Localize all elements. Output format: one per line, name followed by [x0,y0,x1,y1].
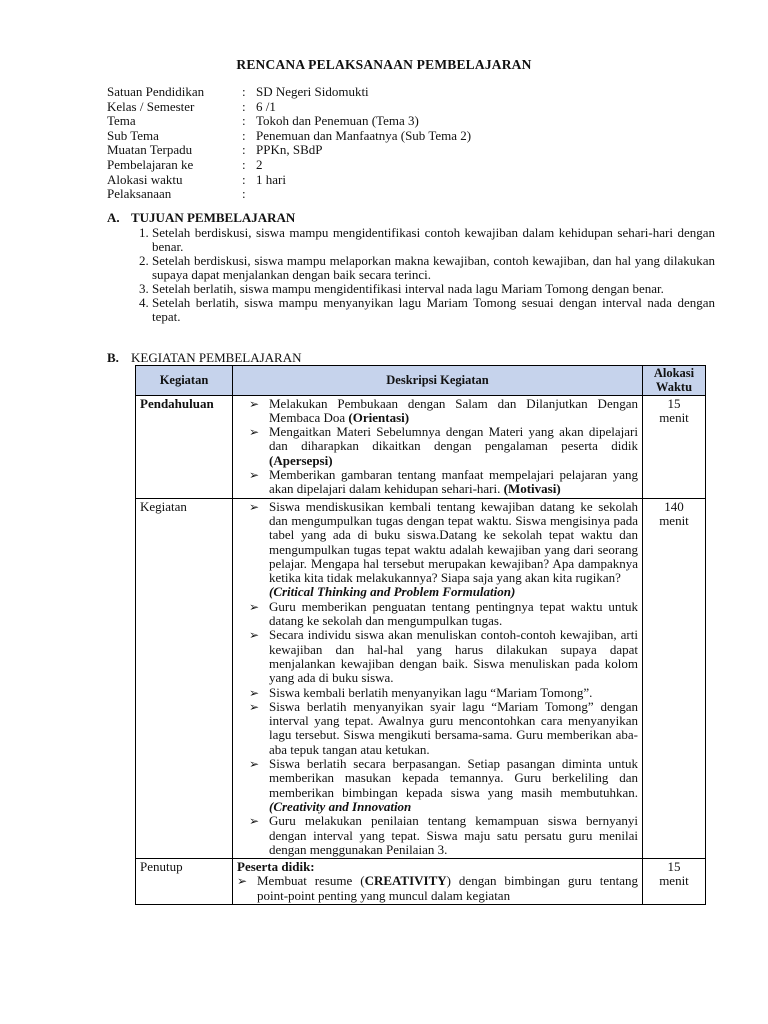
time-unit: menit [659,873,689,889]
info-label: Pembelajaran ke [107,156,194,172]
goal-item: 1. Setelah berdiskusi, siswa mampu mengidentifikasi contoh kewajiban dalam kehidupan sehari-hari dengan benar. [152,226,715,254]
goal-item: 2. Setelah berdiskusi, siswa mampu melaporkan makna kewajiban, contoh kewajiban, dan hal yang dilakukan supaya dapat menjalankan dengan baik secara terinci. [152,254,715,282]
info-value: 2 [256,156,263,172]
section-kegiatan-heading [107,350,302,366]
activity-item: ➢ Guru melakukan penilaian tentang kemampuan siswa bernyanyi dengan interval yang tepat. Siswa maju satu persatu guru menilai dengan menggunakan Penilaian 3. [249,814,638,857]
time-unit: menit [659,409,689,425]
row-description [233,859,643,905]
table-row [136,395,706,498]
activity-tag: (Orientasi) [348,409,410,425]
info-value: Tokoh dan Penemuan (Tema 3) [256,113,419,129]
info-colon: : [242,113,246,129]
row-name: Kegiatan [136,498,233,858]
info-value: Penemuan dan Manfaatnya (Sub Tema 2) [256,127,472,143]
table-header-row [136,366,706,396]
info-value: SD Negeri Sidomukti [256,84,369,99]
table-row [136,498,706,858]
activity-tag: (Critical Thinking and Problem Formulation) [269,584,516,600]
activity-item: ➢ Secara individu siswa akan menuliskan contoh-contoh kewajiban, arti kewajiban dan hal-hal yang harus dilakukan supaya dapat menjalankan kewajiban dengan baik. Siswa menuliskan pada kolom yang ada di buku siswa. [249,628,638,685]
info-label: Tema [107,113,136,129]
penutup-lead: Peserta didik: [237,859,315,875]
info-colon: : [242,142,246,158]
info-colon: : [242,127,246,143]
activity-text: Mengaitkan Materi Sebelumnya dengan Materi yang akan dipelajari dan diharapkan dikaitkan dengan pengalaman peserta didik [269,424,638,454]
section-tujuan [107,210,715,324]
info-colon: : [242,84,246,99]
activity-table [135,365,706,905]
info-label: Pelaksanaan [107,186,172,202]
activity-item [249,425,638,468]
section-title: KEGIATAN PEMBELAJARAN [131,350,302,365]
info-label: Muatan Terpadu [107,142,193,158]
time-unit: menit [659,512,689,528]
activity-text: Membuat resume ( [257,873,365,889]
info-row [107,158,667,173]
row-description [233,498,643,858]
activity-note [249,585,638,599]
activity-tag: (Creativity and Innovation [269,798,412,814]
info-row [107,114,667,129]
activity-item [249,468,638,497]
info-label: Alokasi waktu [107,171,183,187]
activity-tag: CREATIVITY [364,873,447,889]
info-label: Sub Tema [107,127,159,143]
row-time [643,859,706,905]
goal-list [107,226,715,324]
time-value: 140 [664,498,684,514]
activity-text: ) dengan bimbingan guru tentang point-point penting yang muncul dalam kegiatan [257,873,638,903]
info-colon: : [242,98,246,114]
document-title: RENCANA PELAKSANAAN PEMBELAJARAN [236,57,532,72]
activity-item [237,874,638,903]
header-kegiatan: Kegiatan [136,366,233,396]
time-value: 15 [667,859,681,875]
info-row [107,143,667,158]
info-block [107,85,667,202]
section-letter: B. [107,350,119,365]
activity-item [249,757,638,814]
header-alokasi: Alokasi Waktu [643,366,706,396]
goal-item: 4. Setelah berlatih, siswa mampu menyanyikan lagu Mariam Tomong sesuai dengan interval nada dengan tepat. [152,296,715,324]
info-row [107,100,667,115]
row-time [643,498,706,858]
activity-tag: (Motivasi) [503,481,561,497]
row-description [233,395,643,498]
activity-list [237,500,638,857]
section-title: TUJUAN PEMBELAJARAN [131,210,296,225]
row-name: Pendahuluan [136,395,233,498]
goal-item: 3. Setelah berlatih, siswa mampu mengidentifikasi interval nada lagu Mariam Tomong dengan benar. [152,282,715,296]
info-row [107,173,667,188]
activity-item: ➢ Siswa mendiskusikan kembali tentang kewajiban datang ke sekolah dan mengumpulkan tugas dengan tepat waktu. Siswa mengisinya pada tabel yang ada di buku siswa.Datang ke sekolah tepat waktu dan mengumpulkan tugas tepat waktu adalah kewajiban yang dari seorang pelajar. Mengapa hal tersebut merupakan kewajiban? Apa dampaknya ketika kita tidak melakukannya? Siapa saja yang akan kita rugikan? [249,500,638,586]
activity-item: ➢ Siswa berlatih menyanyikan syair lagu “Mariam Tomong” dengan interval yang tepat. Awalnya guru mencontohkan cara menyanyikan lagu tersebut. Siswa mengikuti bersama-sama. Guru memberikan aba-aba tepuk tangan atau ketukan. [249,700,638,757]
info-row [107,187,667,202]
activity-text: Siswa berlatih secara berpasangan. Setiap pasangan diminta untuk memberikan masukan kepada temannya. Guru berkeliling dan memberikan bimbingan kepada siswa yang masih membutuhkan. [269,756,638,800]
info-row [107,129,667,144]
time-value: 15 [667,395,681,411]
activity-tag: (Apersepsi) [269,452,333,468]
activity-item: ➢ Guru memberikan penguatan tentang pentingnya tepat waktu untuk datang ke sekolah dan mengumpulkan tugas. [249,600,638,629]
info-value: 6 /1 [256,98,276,114]
activity-item: ➢ Siswa kembali berlatih menyanyikan lagu “Mariam Tomong”. [249,686,638,700]
activity-text: Memberikan gambaran tentang manfaat mempelajari pelajaran yang akan dipelajari dalam kehidupan sehari-hari. [269,467,638,497]
header-deskripsi: Deskripsi Kegiatan [233,366,643,396]
activity-text: Melakukan Pembukaan dengan Salam dan Dilanjutkan Dengan Membaca Doa [269,395,638,425]
info-colon: : [242,186,246,202]
info-value: 1 hari [256,171,286,187]
info-value: PPKn, SBdP [256,142,323,158]
table-row [136,859,706,905]
row-time [643,395,706,498]
activity-item [249,397,638,426]
info-colon: : [242,171,246,187]
section-letter: A. [107,210,120,225]
info-row [107,85,667,100]
info-label: Kelas / Semester [107,98,195,114]
activity-list [237,397,638,497]
activity-list [237,874,638,903]
section-heading [107,210,715,226]
row-name: Penutup [136,859,233,905]
info-colon: : [242,156,246,172]
info-label: Satuan Pendidikan [107,84,205,99]
